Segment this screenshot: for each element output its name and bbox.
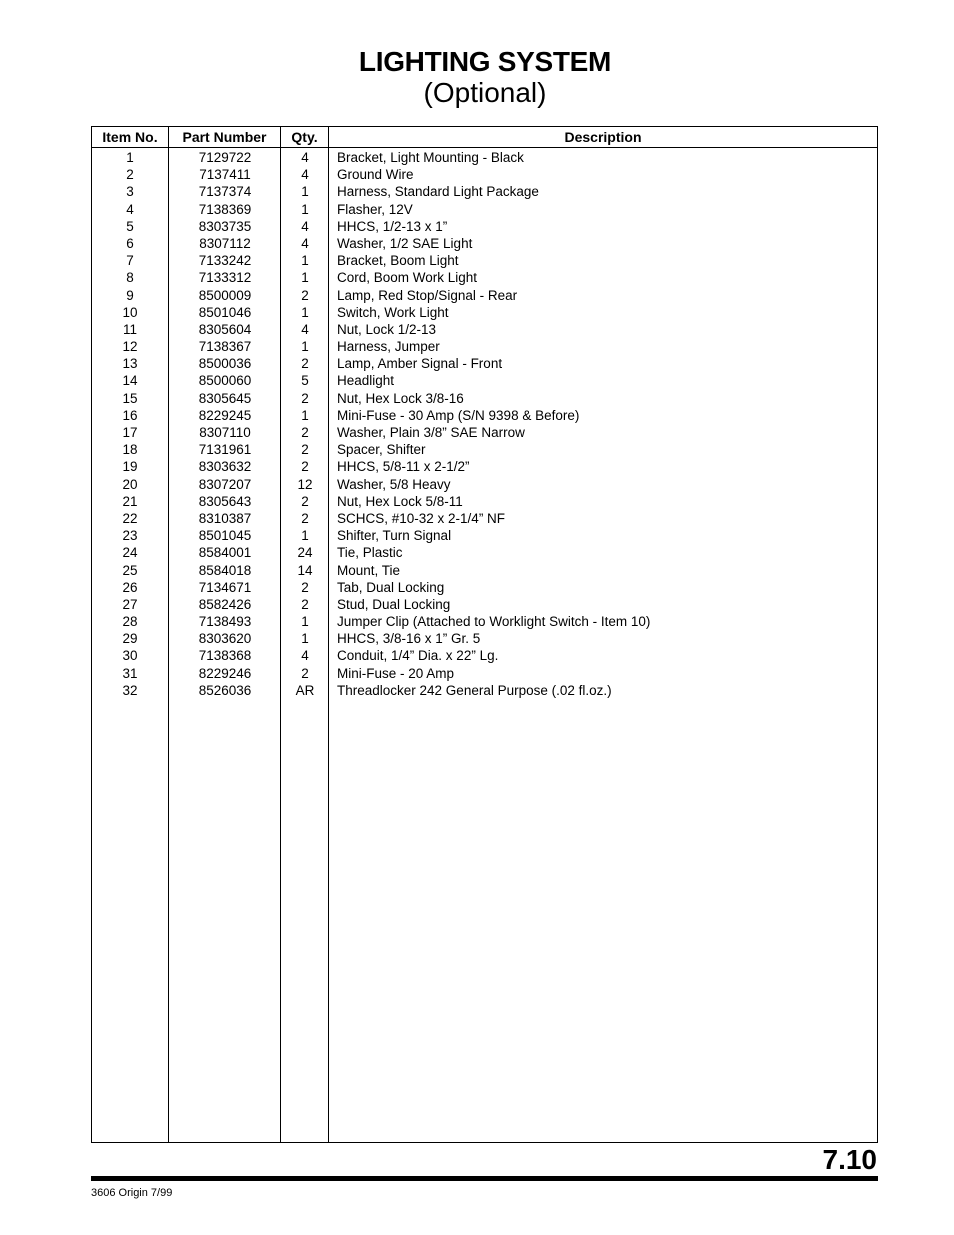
description-cell: Threadlocker 242 General Purpose (.02 fl.oz.) bbox=[337, 682, 612, 698]
part-number-cell: 8305645 bbox=[198, 390, 252, 406]
quantity-cell: 1 bbox=[301, 253, 309, 269]
item-number-cell: 21 bbox=[122, 493, 138, 509]
page-subtitle: (Optional) bbox=[423, 77, 547, 108]
table-row bbox=[92, 201, 877, 218]
quantity-cell: 4 bbox=[301, 235, 309, 251]
item-number-cell: 9 bbox=[126, 287, 134, 303]
table-row bbox=[92, 390, 877, 407]
part-number-cell: 8305643 bbox=[198, 493, 252, 509]
description-cell: Mini-Fuse - 30 Amp (S/N 9398 & Before) bbox=[337, 407, 580, 423]
description-cell: Mount, Tie bbox=[337, 562, 401, 578]
table-row bbox=[92, 355, 877, 372]
table-row bbox=[92, 149, 877, 166]
item-number-cell: 24 bbox=[122, 545, 138, 561]
item-number-cell: 30 bbox=[122, 648, 138, 664]
part-number-cell: 8303735 bbox=[198, 218, 252, 234]
item-number-cell: 23 bbox=[122, 528, 138, 544]
parts-table bbox=[91, 126, 878, 1143]
table-row bbox=[92, 183, 877, 200]
item-number-cell: 27 bbox=[122, 596, 138, 612]
description-cell: Cord, Boom Work Light bbox=[337, 270, 478, 286]
item-number-cell: 25 bbox=[122, 562, 138, 578]
description-cell: Headlight bbox=[337, 373, 395, 389]
part-number-cell: 7137411 bbox=[199, 167, 251, 183]
description-cell: Tab, Dual Locking bbox=[337, 579, 445, 595]
quantity-cell: 1 bbox=[301, 631, 309, 647]
item-number-cell: 5 bbox=[126, 218, 134, 234]
description-cell: Washer, 1/2 SAE Light bbox=[337, 235, 473, 251]
table-row bbox=[92, 544, 877, 561]
description-cell: HHCS, 5/8-11 x 2-1/2” bbox=[337, 459, 470, 475]
item-number-cell: 1 bbox=[126, 150, 134, 165]
description-cell: SCHCS, #10-32 x 2-1/4” NF bbox=[337, 510, 506, 526]
part-number-cell: 7138368 bbox=[198, 648, 252, 664]
table-row bbox=[92, 166, 877, 183]
quantity-cell: 4 bbox=[301, 321, 309, 337]
item-number-cell: 18 bbox=[122, 442, 138, 458]
description-cell: Conduit, 1/4” Dia. x 22” Lg. bbox=[337, 648, 499, 664]
description-cell: Bracket, Light Mounting - Black bbox=[337, 150, 524, 165]
part-number-cell: 8584018 bbox=[198, 562, 252, 578]
table-row bbox=[92, 338, 877, 355]
item-number-cell: 2 bbox=[126, 167, 134, 183]
item-number-cell: 6 bbox=[126, 235, 134, 251]
quantity-cell: 1 bbox=[301, 339, 309, 355]
header-item-no: Item No. bbox=[102, 129, 158, 145]
part-number-cell: 8500036 bbox=[198, 356, 252, 372]
header-divider bbox=[92, 147, 877, 148]
quantity-cell: 1 bbox=[301, 528, 309, 544]
description-cell: Jumper Clip (Attached to Worklight Switch - Item 10) bbox=[337, 614, 651, 630]
item-number-cell: 29 bbox=[122, 631, 138, 647]
quantity-cell: 12 bbox=[297, 476, 313, 492]
quantity-cell: 1 bbox=[301, 201, 309, 217]
quantity-cell: 2 bbox=[301, 425, 309, 440]
part-number-cell: 8500060 bbox=[198, 373, 252, 389]
part-number-cell: 8501045 bbox=[198, 528, 252, 544]
item-number-cell: 14 bbox=[122, 373, 138, 389]
quantity-cell: 1 bbox=[301, 184, 309, 200]
item-number-cell: 7 bbox=[126, 253, 134, 269]
table-row bbox=[92, 269, 877, 286]
table-row bbox=[92, 596, 877, 613]
description-cell: Mini-Fuse - 20 Amp bbox=[337, 665, 455, 681]
quantity-cell: 1 bbox=[301, 614, 309, 630]
table-row bbox=[92, 579, 877, 596]
quantity-cell: 1 bbox=[301, 407, 309, 423]
table-row bbox=[92, 630, 877, 647]
item-number-cell: 13 bbox=[122, 356, 138, 372]
table-row bbox=[92, 372, 877, 389]
description-cell: Flasher, 12V bbox=[337, 201, 413, 217]
part-number-cell: 7138493 bbox=[198, 614, 252, 630]
description-cell: Spacer, Shifter bbox=[337, 442, 426, 458]
item-number-cell: 32 bbox=[122, 682, 138, 698]
part-number-cell: 8584001 bbox=[198, 545, 252, 561]
quantity-cell: 2 bbox=[301, 596, 309, 612]
table-row bbox=[92, 527, 877, 544]
description-cell: Lamp, Amber Signal - Front bbox=[337, 356, 503, 372]
table-row bbox=[92, 493, 877, 510]
table-row bbox=[92, 321, 877, 338]
page-title: LIGHTING SYSTEM bbox=[358, 46, 612, 77]
table-row bbox=[92, 682, 877, 699]
description-cell: HHCS, 1/2-13 x 1” bbox=[337, 218, 448, 234]
part-number-cell: 7137374 bbox=[198, 184, 252, 200]
item-number-cell: 19 bbox=[122, 459, 138, 475]
quantity-cell: 2 bbox=[301, 356, 309, 372]
table-row bbox=[92, 613, 877, 630]
item-number-cell: 4 bbox=[126, 201, 134, 217]
header-part-number: Part Number bbox=[182, 129, 267, 145]
part-number-cell: 8307207 bbox=[198, 476, 252, 492]
table-row bbox=[92, 287, 877, 304]
table-row bbox=[92, 441, 877, 458]
part-number-cell: 7134671 bbox=[198, 579, 252, 595]
quantity-cell: 2 bbox=[301, 287, 309, 303]
quantity-cell: 2 bbox=[301, 510, 309, 526]
quantity-cell: 2 bbox=[301, 665, 309, 681]
quantity-cell: 2 bbox=[301, 493, 309, 509]
part-number-cell: 8501046 bbox=[198, 304, 252, 320]
quantity-cell: 24 bbox=[297, 545, 313, 561]
description-cell: Nut, Hex Lock 5/8-11 bbox=[337, 493, 463, 509]
description-cell: HHCS, 3/8-16 x 1” Gr. 5 bbox=[337, 631, 481, 647]
description-cell: Shifter, Turn Signal bbox=[337, 528, 452, 544]
quantity-cell: 2 bbox=[301, 390, 309, 406]
item-number-cell: 11 bbox=[122, 321, 137, 337]
part-number-cell: 8500009 bbox=[198, 287, 252, 303]
table-row bbox=[92, 235, 877, 252]
part-number-cell: 8310387 bbox=[198, 510, 252, 526]
description-cell: Washer, 5/8 Heavy bbox=[337, 476, 451, 492]
item-number-cell: 3 bbox=[126, 184, 134, 200]
description-cell: Lamp, Red Stop/Signal - Rear bbox=[337, 287, 518, 303]
page-number: 7.10 bbox=[822, 1144, 877, 1175]
quantity-cell: 14 bbox=[297, 562, 313, 578]
part-number-cell: 8307110 bbox=[199, 425, 251, 440]
description-cell: Washer, Plain 3/8” SAE Narrow bbox=[337, 425, 525, 440]
description-cell: Ground Wire bbox=[337, 167, 414, 183]
description-cell: Harness, Standard Light Package bbox=[337, 184, 539, 200]
quantity-cell: 2 bbox=[301, 459, 309, 475]
part-number-cell: 7129722 bbox=[198, 150, 252, 165]
item-number-cell: 10 bbox=[122, 304, 138, 320]
part-number-cell: 8229246 bbox=[198, 665, 252, 681]
quantity-cell: 4 bbox=[301, 648, 309, 664]
part-number-cell: 7131961 bbox=[198, 442, 252, 458]
table-row bbox=[92, 510, 877, 527]
table-row bbox=[92, 665, 877, 682]
footer-origin: 3606 Origin 7/99 bbox=[91, 1187, 173, 1199]
table-body bbox=[92, 149, 877, 699]
part-number-cell: 8582426 bbox=[198, 596, 252, 612]
table-row bbox=[92, 218, 877, 235]
part-number-cell: 8526036 bbox=[198, 682, 252, 698]
item-number-cell: 16 bbox=[122, 407, 138, 423]
table-row bbox=[92, 562, 877, 579]
part-number-cell: 7133242 bbox=[198, 253, 252, 269]
item-number-cell: 22 bbox=[122, 510, 138, 526]
description-cell: Nut, Lock 1/2-13 bbox=[337, 321, 437, 337]
table-row bbox=[92, 252, 877, 269]
item-number-cell: 28 bbox=[122, 614, 138, 630]
table-row bbox=[92, 476, 877, 493]
item-number-cell: 31 bbox=[122, 665, 138, 681]
item-number-cell: 15 bbox=[122, 390, 138, 406]
table-row bbox=[92, 304, 877, 321]
table-row bbox=[92, 458, 877, 475]
quantity-cell: 4 bbox=[301, 218, 309, 234]
part-number-cell: 8307112 bbox=[199, 235, 251, 251]
quantity-cell: 2 bbox=[301, 579, 309, 595]
footer-rule bbox=[91, 1176, 878, 1181]
description-cell: Nut, Hex Lock 3/8-16 bbox=[337, 390, 464, 406]
table-header bbox=[92, 127, 877, 147]
quantity-cell: 4 bbox=[301, 167, 309, 183]
header-qty: Qty. bbox=[291, 129, 318, 145]
table-row bbox=[92, 647, 877, 664]
part-number-cell: 8305604 bbox=[198, 321, 252, 337]
part-number-cell: 7138369 bbox=[198, 201, 252, 217]
description-cell: Stud, Dual Locking bbox=[337, 596, 451, 612]
quantity-cell: 4 bbox=[301, 150, 309, 165]
table-row bbox=[92, 424, 877, 441]
item-number-cell: 20 bbox=[122, 476, 138, 492]
part-number-cell: 7133312 bbox=[198, 270, 252, 286]
description-cell: Tie, Plastic bbox=[337, 545, 403, 561]
quantity-cell: 1 bbox=[301, 304, 309, 320]
title-block bbox=[0, 46, 954, 108]
quantity-cell: AR bbox=[295, 682, 315, 698]
quantity-cell: 1 bbox=[301, 270, 309, 286]
description-cell: Bracket, Boom Light bbox=[337, 253, 459, 269]
description-cell: Harness, Jumper bbox=[337, 339, 440, 355]
item-number-cell: 12 bbox=[122, 339, 138, 355]
part-number-cell: 7138367 bbox=[198, 339, 252, 355]
quantity-cell: 2 bbox=[301, 442, 309, 458]
item-number-cell: 17 bbox=[122, 425, 138, 440]
table-row bbox=[92, 407, 877, 424]
description-cell: Switch, Work Light bbox=[337, 304, 449, 320]
part-number-cell: 8229245 bbox=[198, 407, 252, 423]
item-number-cell: 8 bbox=[126, 270, 134, 286]
part-number-cell: 8303620 bbox=[198, 631, 252, 647]
part-number-cell: 8303632 bbox=[198, 459, 252, 475]
item-number-cell: 26 bbox=[122, 579, 138, 595]
header-description: Description bbox=[564, 129, 642, 145]
quantity-cell: 5 bbox=[301, 373, 309, 389]
